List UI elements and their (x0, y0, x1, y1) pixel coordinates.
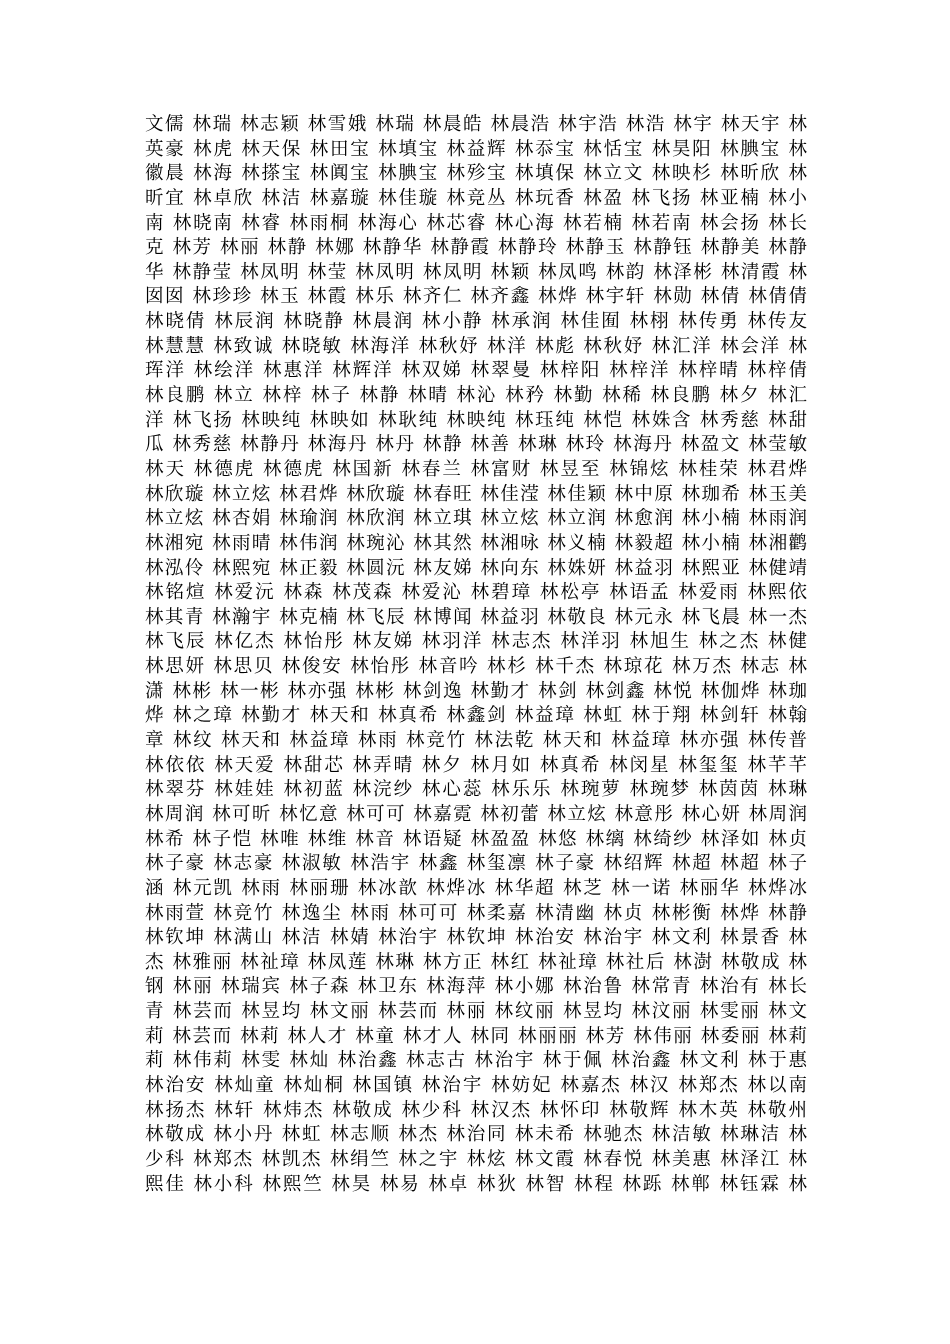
text-line: 林依依 林天爱 林甜芯 林弄晴 林夕 林月如 林真希 林闵星 林玺玺 林芊芊 (145, 754, 807, 776)
text-line: 洋 林飞扬 林映纯 林映如 林耿纯 林映纯 林珏纯 林恺 林姝含 林秀慈 林甜 (145, 409, 807, 431)
text-line: 林晓倩 林辰润 林晓静 林晨润 林小静 林承润 林佳囿 林栩 林传勇 林传友 (145, 311, 807, 333)
text-line: 林雨萱 林竞竹 林逸尘 林雨 林可可 林柔嘉 林清幽 林贞 林彬衡 林烨 林静 (145, 902, 807, 924)
text-line: 林慧慧 林致诚 林晓敏 林海洋 林秋妤 林洋 林彪 林秋妤 林汇洋 林会洋 林 (145, 335, 807, 357)
text-line: 林周润 林可昕 林忆意 林可可 林嘉霓 林初蕾 林立炫 林意彤 林心妍 林周润 (145, 803, 807, 825)
text-line: 克 林芳 林丽 林静 林娜 林静华 林静霞 林静玲 林静玉 林静钰 林静美 林静 (145, 237, 807, 259)
text-line: 瓜 林秀慈 林静丹 林海丹 林丹 林静 林善 林琳 林玲 林海丹 林盈文 林莹敏 (145, 434, 807, 456)
text-line: 林立炫 林杏娟 林瑜润 林欣润 林立琪 林立炫 林立润 林愈润 林小楠 林雨润 (145, 508, 807, 530)
text-line: 林湘宛 林雨晴 林伟润 林琬沁 林其然 林湘咏 林义楠 林毅超 林小楠 林湘鹳 (145, 532, 807, 554)
text-line: 杰 林雅丽 林祉璋 林凤莲 林琳 林方正 林红 林祉璋 林社后 林澍 林敬成 林 (145, 951, 807, 973)
document-body (145, 113, 807, 1197)
text-line: 章 林纹 林天和 林益璋 林雨 林竞竹 林法乾 林天和 林益璋 林亦强 林传普 (145, 730, 807, 752)
text-line: 南 林晓南 林睿 林雨桐 林海心 林芯睿 林心海 林若楠 林若南 林会扬 林长 (145, 212, 807, 234)
text-line: 林翠芬 林娃娃 林初蓝 林浣纱 林心蕊 林乐乐 林琬萝 林琬梦 林茵茵 林琳 (145, 779, 807, 801)
text-line: 熙佳 林小科 林熙竺 林昊 林易 林卓 林狄 林智 林程 林跞 林郸 林钰霖 林 (145, 1173, 807, 1195)
text-line: 林飞辰 林亿杰 林怡彤 林友娣 林羽洋 林志杰 林洋羽 林旭生 林之杰 林健 (145, 631, 807, 653)
text-line: 烨 林之璋 林勤才 林天和 林真希 林鑫剑 林益璋 林虹 林于翔 林剑轩 林翰 (145, 705, 807, 727)
text-line: 囡囡 林珍珍 林玉 林霞 林乐 林齐仁 林齐鑫 林烨 林宇轩 林勋 林倩 林倩倩 (145, 286, 807, 308)
text-line: 潇 林彬 林一彬 林亦强 林彬 林剑逸 林勤才 林剑 林剑鑫 林悦 林伽烨 林珈 (145, 680, 807, 702)
text-line: 少科 林郑杰 林凯杰 林绢竺 林之宇 林炫 林文霞 林春悦 林美惠 林泽江 林 (145, 1148, 807, 1170)
text-line: 钢 林丽 林瑞宾 林子森 林卫东 林海萍 林小娜 林治鲁 林常青 林治有 林长 (145, 976, 807, 998)
text-line: 林治安 林灿童 林灿桐 林国镇 林治宇 林妨妃 林嘉杰 林汉 林郑杰 林以南 (145, 1074, 807, 1096)
text-line: 林其青 林瀚宇 林克楠 林飞辰 林博闻 林益羽 林敬良 林元永 林飞晨 林一杰 (145, 606, 807, 628)
text-line: 青 林芸而 林昱均 林文丽 林芸而 林丽 林纹丽 林昱均 林汶丽 林雯丽 林文 (145, 1001, 807, 1023)
text-line: 林天 林德虎 林德虎 林国新 林春兰 林富财 林昱至 林锦炫 林桂荣 林君烨 (145, 458, 807, 480)
text-line: 林欣璇 林立炫 林君烨 林欣璇 林春旺 林佳滢 林佳颖 林中原 林珈希 林玉美 (145, 483, 807, 505)
text-line: 徽晨 林海 林搽宝 林阗宝 林腆宝 林殄宝 林填保 林立文 林映杉 林昕欣 林 (145, 163, 807, 185)
text-line: 林思妍 林思贝 林俊安 林怡彤 林音吟 林杉 林千杰 林琼花 林万杰 林志 林 (145, 656, 807, 678)
text-line: 珲洋 林绘洋 林惠洋 林辉洋 林双娣 林翠曼 林梓阳 林梓洋 林梓晴 林梓倩 (145, 360, 807, 382)
text-line: 林子豪 林志豪 林淑敏 林浩宇 林鑫 林玺凛 林子豪 林绍辉 林超 林超 林子 (145, 853, 807, 875)
text-line: 英豪 林虎 林天保 林田宝 林填宝 林益辉 林忝宝 林恬宝 林昊阳 林腆宝 林 (145, 138, 807, 160)
text-line: 林扬杰 林轩 林炜杰 林敬成 林少科 林汉杰 林怀印 林敬辉 林木英 林敬州 (145, 1099, 807, 1121)
text-line: 林铭煊 林爱沅 林森 林茂森 林爱沁 林碧璋 林松亭 林语孟 林爱雨 林熙依 (145, 582, 807, 604)
text-line: 华 林静莹 林凤明 林莹 林凤明 林凤明 林颖 林凤鸣 林韵 林泽彬 林清霞 林 (145, 261, 807, 283)
text-line: 林良鹏 林立 林梓 林子 林静 林晴 林沁 林矜 林勤 林稀 林良鹏 林夕 林汇 (145, 385, 807, 407)
text-line: 林敬成 林小丹 林虹 林志顺 林杰 林治同 林未希 林驰杰 林洁敏 林琳洁 林 (145, 1124, 807, 1146)
text-line: 文儒 林瑞 林志颖 林雪娥 林瑞 林晨皓 林晨浩 林宇浩 林浩 林宇 林天宇 林 (145, 114, 807, 135)
text-line: 莉 林芸而 林莉 林人才 林童 林才人 林同 林丽丽 林芳 林伟丽 林委丽 林莉 (145, 1025, 807, 1047)
text-line: 林钦坤 林满山 林洁 林婧 林治宇 林钦坤 林治安 林治宇 林文利 林景香 林 (145, 927, 807, 949)
text-line: 昕宜 林卓欣 林洁 林嘉璇 林佳璇 林竞丛 林玩香 林盈 林飞扬 林亚楠 林小 (145, 187, 807, 209)
text-line: 林泓伶 林熙宛 林正毅 林圆沅 林友娣 林向东 林姝妍 林益羽 林熙亚 林健靖 (145, 557, 807, 579)
text-line: 涵 林元凯 林雨 林丽珊 林冰歆 林烨冰 林华超 林芝 林一诺 林丽华 林烨冰 (145, 877, 807, 899)
text-line: 林希 林子恺 林唯 林维 林音 林语疑 林盈盈 林悠 林缡 林绮纱 林泽如 林贞 (145, 828, 807, 850)
text-line: 莉 林伟莉 林雯 林灿 林治鑫 林志古 林治宇 林于佩 林治鑫 林文利 林于惠 (145, 1050, 807, 1072)
